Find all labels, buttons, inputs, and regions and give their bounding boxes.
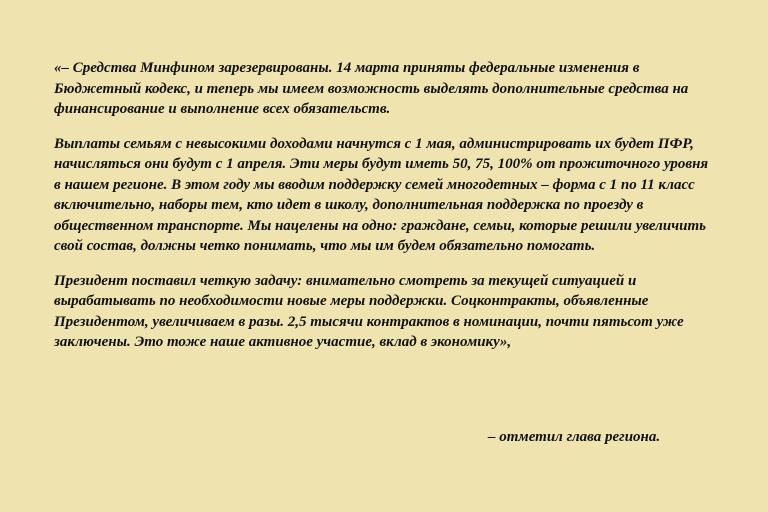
- quote-block: [54, 58, 714, 367]
- paragraph-1: «– Средства Минфином зарезервированы. 14 марта приняты федеральные изменения в Бюджетный кодекс, и теперь мы имеем возможность выделять дополнительные средства на финансирование и выполнение всех обязательств.: [54, 60, 689, 117]
- paragraph-2: Выплаты семьям с невысокими доходами начнутся с 1 мая, администрировать их будет ПФР, начисляться они будут с 1 апреля. Эти меры будут иметь 50, 75, 100% от прожиточного уровня в нашем регионе. В этом году мы вводим поддержку семей многодетных – форма с 1 по 11 класс включительно, наборы тем, кто идет в школу, дополнительная поддержка по проезду в общественном транспорте. Мы нацелены на одно: граждане, семьи, которые решили увеличить свой состав, должны четко понимать, что мы им будем обязательно помогать.: [54, 135, 709, 254]
- attribution-line: – отметил глава региона.: [488, 429, 661, 445]
- paragraph-3: Президент поставил четкую задачу: внимательно смотреть за текущей ситуацией и вырабатывать по необходимости новые меры поддержки. Соцконтракты, объявленные Президентом, увеличиваем в разы. 2,5 тысячи контрактов в номинации, почти пятьсот уже заключены. Это тоже наше активное участие, вклад в экономику»,: [54, 272, 684, 350]
